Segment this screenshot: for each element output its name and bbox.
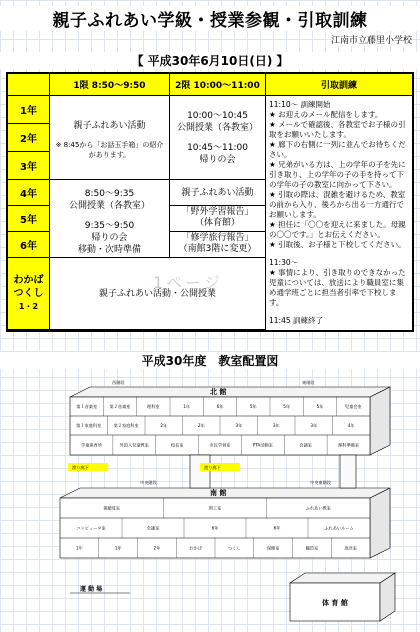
corridor-label: 渡り廊下 <box>72 465 89 470</box>
room-label: わかば <box>189 545 202 551</box>
g4-p2-activity: 親子ふれあい活動 <box>170 180 266 206</box>
page-watermark: 1ページ <box>153 273 223 292</box>
room-label: 4年 <box>347 423 355 428</box>
lower-p1-note: ※ 8:45から「お話玉手箱」の紹介があります。 <box>55 141 164 159</box>
g6-p2-cell <box>170 232 266 258</box>
room-label: 1年 <box>75 545 83 551</box>
room-label: 会議室 <box>146 525 160 531</box>
central-east-stairs-label: 中央東階段 <box>310 480 331 485</box>
upper-p1-time1: 8:50～9:35 <box>84 189 135 199</box>
drill-note: ★ 引取後、お子様と下校してください。 <box>269 240 406 249</box>
room-label: PTA活動室 <box>252 442 273 448</box>
special-class-tsukushi: つくし <box>13 288 44 299</box>
lower-p2-time1: 10:00～10:45 <box>187 111 248 121</box>
room-label: 1年 <box>114 545 122 551</box>
schedule-table <box>6 72 414 332</box>
room-label: 視聴覚室 <box>103 505 121 511</box>
north-building-label: 北 館 <box>210 388 227 396</box>
room-label: 1年 <box>183 404 191 409</box>
g5-p2-location: （体育館） <box>194 218 240 228</box>
classroom-map <box>40 375 410 627</box>
g6-p2-report: 「修学旅行報告」 <box>181 233 254 243</box>
g5-p2-cell <box>170 206 266 232</box>
playground-label: 運 動 場 <box>80 586 103 593</box>
grade-5: 5年 <box>8 206 50 232</box>
north-building-roof <box>70 387 390 397</box>
drill-note: 11:10～ 訓練開始 <box>269 100 331 109</box>
lower-p2-open-class: 公開授業（各教室） <box>176 123 258 133</box>
drill-note: ★ 事情により、引き取りのできなかった児童については、放送により職員室に集め通学班ごとに担当者引率で下校します。 <box>269 268 406 307</box>
lower-p2-time2: 10:45～11:00 <box>187 143 248 153</box>
drill-note: ★ 兄弟がいる方は、上の学年の子を先に引き取り、上の学年の子の手を持って下の学年の子の教室に向かって下さい。 <box>269 160 406 189</box>
room-label: 2年 <box>160 423 168 428</box>
special-class-wakaba: わかば <box>13 275 44 286</box>
room-label: 3年 <box>235 423 243 428</box>
room-label: 2年 <box>153 545 161 551</box>
g5-p2-report: 「野外学習報告」 <box>181 207 254 217</box>
drill-note: ★ お迎えのメール配信をします。 <box>269 110 383 119</box>
drill-note: ★ 廊下の右側に一列に並んでお待ちください。 <box>269 140 406 159</box>
upper-p1-return: 帰りの会 <box>91 233 128 243</box>
upper-p1-time2: 9:35～9:50 <box>84 221 135 231</box>
room-label: 3年 <box>272 423 280 428</box>
room-label: 5年 <box>249 404 257 409</box>
special-activity: 親子ふれあい活動・公開授業 <box>50 258 266 330</box>
room-label: 児童会室 <box>344 404 362 409</box>
room-label: 6年 <box>273 525 281 531</box>
north-building-side <box>370 387 390 455</box>
drill-note: 11:30～ <box>269 258 299 267</box>
room-label: 理科室 <box>147 404 160 409</box>
grade-1: 1年 <box>8 96 50 124</box>
room-label: 職員室 <box>305 545 319 551</box>
drill-note: ★ 引取の際は、混雑を避けるため、教室の前から入り、後ろから出る一方通行でお願いします。 <box>269 190 406 219</box>
room-label: 6年 <box>211 525 219 531</box>
grade-special <box>8 258 50 330</box>
room-label: 学童保育所 <box>80 442 102 448</box>
drill-note: ★ メールで確認後、各教室でお子様の引取をお願いいたします。 <box>269 120 406 139</box>
g6-p2-location: （南館3階に変更） <box>178 244 257 254</box>
corner-cell <box>8 74 50 96</box>
drill-note: 11:45 訓練終了 <box>269 316 323 325</box>
lower-p1-activity: 親子ふれあい活動 <box>73 121 146 131</box>
west-stairs-label: 西階段 <box>112 380 125 385</box>
period2-header: 2限 10:00～11:00 <box>170 74 266 96</box>
school-name: 江南市立藤里小学校 <box>331 33 412 46</box>
room-label: 市民学習室 <box>209 442 231 448</box>
south-building-side <box>370 488 390 558</box>
period1-header: 1限 8:50～9:50 <box>50 74 170 96</box>
room-label: 第２音楽室 <box>109 404 131 409</box>
room-label: 外国人児童教室 <box>119 442 149 448</box>
room-label: 放送室 <box>344 545 357 551</box>
lower-p1-cell <box>50 96 170 180</box>
grade-6: 6年 <box>8 232 50 258</box>
south-building-label: 南 館 <box>210 489 227 497</box>
drill-header: 引取訓練 <box>266 74 412 96</box>
room-label: 理科準備室 <box>338 442 360 448</box>
room-label: 図工室 <box>208 505 222 511</box>
room-label: 校長室 <box>170 442 184 448</box>
upper-p1-open-class: 公開授業（各教室） <box>68 201 150 211</box>
page-title: 親子ふれあい学級・授業参観・引取訓練 <box>0 6 420 31</box>
room-label: 第１音楽室 <box>76 404 98 409</box>
room-label: コンピュータ室 <box>76 525 106 531</box>
room-label: 第１家庭科室 <box>76 423 102 428</box>
east-stairs-label: 東階段 <box>302 380 315 385</box>
central-stairs-label: 中央階段 <box>140 480 157 485</box>
room-label: つくし <box>228 545 241 551</box>
lower-p2-cell <box>170 96 266 180</box>
room-label: 6年 <box>216 404 224 409</box>
room-label: 保健室 <box>266 545 280 551</box>
room-label: 5年 <box>316 404 324 409</box>
gym-label: 体 育 館 <box>322 599 348 607</box>
grade-3: 3年 <box>8 152 50 180</box>
upper-p1-move: 移動・次時準備 <box>77 245 141 255</box>
grade-4: 4年 <box>8 180 50 206</box>
room-label: ふれあいルーム <box>324 525 354 531</box>
room-label: 会議室 <box>299 442 313 448</box>
drill-note: ★ 担任に「〇〇を迎えに来ました。母親の〇〇です。」とお伝えください。 <box>269 220 406 239</box>
corridor-label: 渡り廊下 <box>204 465 221 470</box>
special-class-grades: 1・2 <box>18 302 39 311</box>
event-date: 【 平成30年6月10日(日) 】 <box>0 52 420 69</box>
grade-2: 2年 <box>8 124 50 152</box>
room-label: 第２家庭科室 <box>113 423 139 428</box>
gym-roof <box>290 573 395 583</box>
room-label: 3年 <box>310 423 318 428</box>
map-title: 平成30年度 教室配置図 <box>0 352 420 369</box>
room-label: 2年 <box>197 423 205 428</box>
room-label: ふれあい教室 <box>305 505 331 511</box>
upper-p1-cell <box>50 180 170 258</box>
drill-notes <box>266 96 412 330</box>
lower-p2-return: 帰りの会 <box>199 155 236 165</box>
room-label: 5年 <box>283 404 291 409</box>
connecting-corridor <box>190 455 210 488</box>
connecting-corridor <box>340 455 356 488</box>
